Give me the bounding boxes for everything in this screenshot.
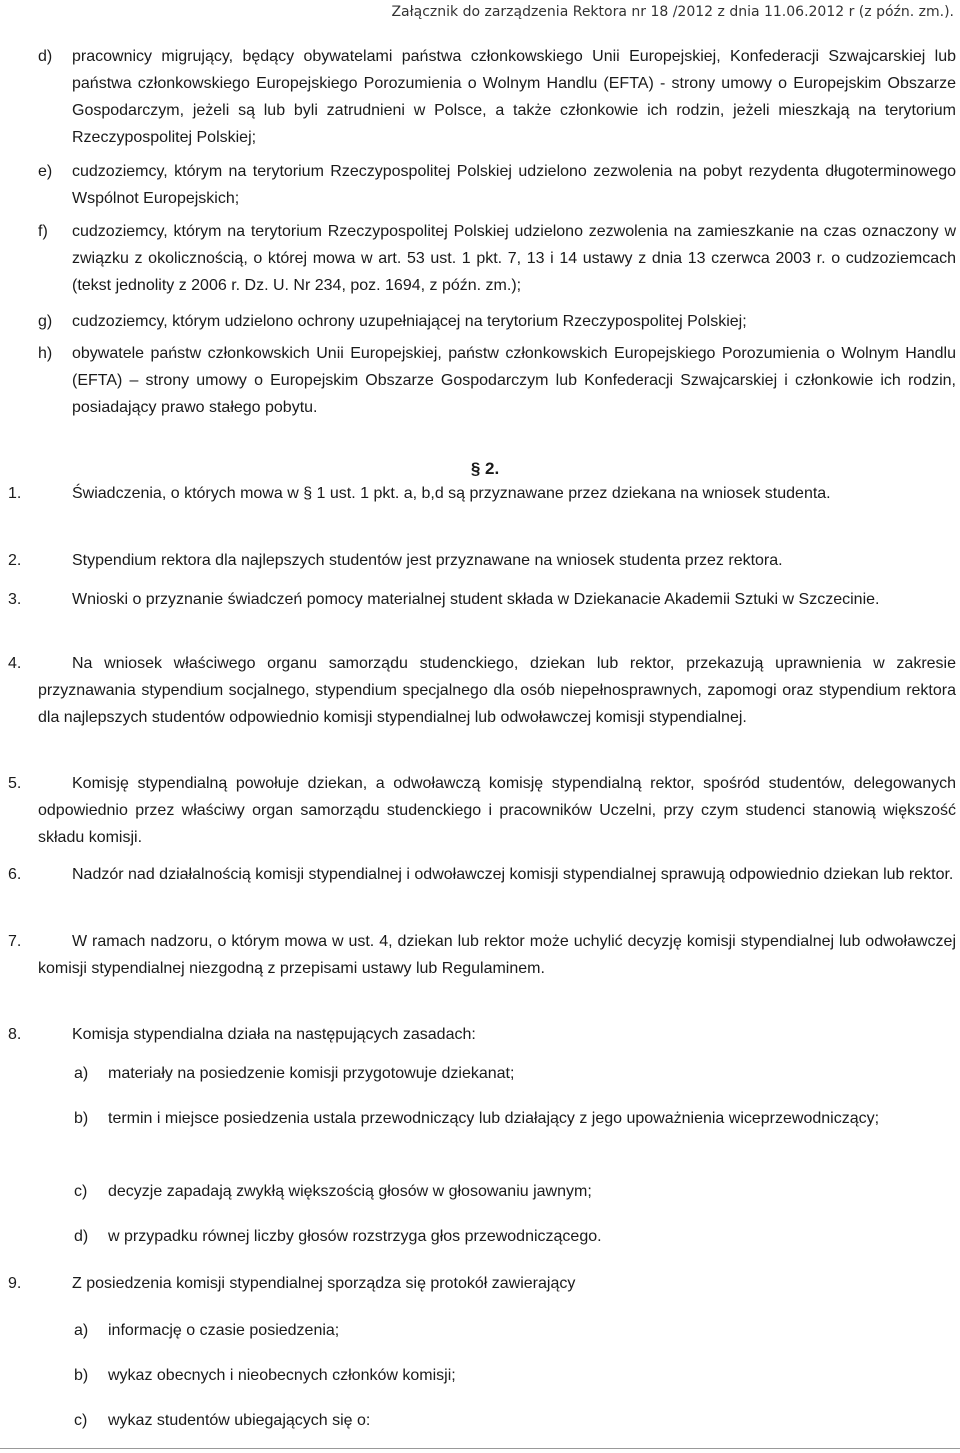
sub-label: c) [74,1183,88,1200]
list-item-g [38,308,956,335]
list-item-h [38,340,956,421]
point-number: 7. [8,933,22,950]
point-6 [8,861,956,915]
point-number: 1. [8,485,22,502]
point-number: 6. [8,866,22,883]
sub-label: a) [74,1065,89,1082]
sub-text: decyzje zapadają zwykłą większością głosów w głosowaniu jawnym; [108,1183,592,1200]
list-item-e [38,158,956,212]
sub-text: materiały na posiedzenie komisji przygotowuje dziekanat; [108,1065,515,1082]
page-header: Załącznik do zarządzenia Rektora nr 18 /2012 z dnia 11.06.2012 r (z późn. zm.). [391,4,954,20]
point-8-sub-c [74,1178,956,1205]
list-text: pracownicy migrujący, będący obywatelami państwa członkowskiego Unii Europejskiej, Konfederacji Szwajcarskiej lub państwa członkowskiego Europejskiego Porozumienia o Wolnym Handlu (EFTA) - strony umowy o Europejskim Obszarze Gospodarczym, jeżeli są lub byli zatrudnieni w Polsce, a także członkowie ich rodzin, jeżeli mieszkają na terytorium Rzeczypospolitej Polskiej; [72,48,956,146]
point-number: 4. [8,655,22,672]
point-number: 9. [8,1275,22,1292]
point-text: Komisję stypendialną powołuje dziekan, a odwoławczą komisję stypendialną rektor, spośród studentów, delegowanych odpowiednio przez właściwy organ samorządu studenckiego i pracowników Uczelni, przy czym studenci stanowią większość składu komisji. [38,775,956,846]
point-number: 5. [8,775,22,792]
list-label: d) [38,48,53,65]
point-8-sub-b [74,1105,956,1159]
point-5 [8,770,956,851]
list-text: cudzoziemcy, którym udzielono ochrony uzupełniającej na terytorium Rzeczypospolitej Polskiej; [72,313,747,330]
point-9 [8,1270,956,1297]
sub-text: termin i miejsce posiedzenia ustala przewodniczący lub działający z jego upoważnienia wiceprzewodniczący; [108,1110,880,1127]
point-8 [8,1021,956,1048]
sub-label: d) [74,1228,89,1245]
sub-label: c) [74,1412,88,1429]
sub-label: a) [74,1322,89,1339]
point-9-sub-a [74,1317,956,1344]
point-8-sub-d [74,1223,956,1250]
point-text: Wnioski o przyznanie świadczeń pomocy materialnej student składa w Dziekanacie Akademii Sztuki w Szczecinie. [72,591,880,608]
point-1 [8,480,956,534]
sub-text: w przypadku równej liczby głosów rozstrzyga głos przewodniczącego. [108,1228,602,1245]
section-title: § 2. [470,459,500,478]
point-text: Komisja stypendialna działa na następujących zasadach: [72,1026,476,1043]
sub-text: wykaz studentów ubiegających się o: [108,1412,371,1429]
point-9-sub-b [74,1362,956,1389]
sub-text: wykaz obecnych i nieobecnych członków komisji; [108,1367,456,1384]
list-item-d [38,43,956,151]
point-4 [8,650,956,758]
list-text: cudzoziemcy, którym na terytorium Rzeczypospolitej Polskiej udzielono zezwolenia na pobyt rezydenta długoterminowego Wspólnot Europejskich; [72,163,956,207]
point-2 [8,547,956,574]
point-7 [8,928,956,1009]
sub-text: informację o czasie posiedzenia; [108,1322,340,1339]
point-text: Nadzór nad działalnością komisji stypendialnej i odwoławczej komisji stypendialnej sprawują odpowiednio dziekan lub rektor. [72,866,954,883]
point-text: Na wniosek właściwego organu samorządu studenckiego, dziekan lub rektor, przekazują uprawnienia w zakresie przyznawania stypendium socjalnego, stypendium specjalnego dla osób niepełnosprawnych, zapomogi oraz stypendium rektora dla najlepszych studentów odpowiednio komisji stypendialnej lub odwoławczej komisji stypendialnej. [38,655,956,726]
point-number: 8. [8,1026,22,1043]
point-number: 2. [8,552,22,569]
page-bottom-divider [0,1448,960,1449]
list-label: h) [38,345,53,362]
sub-label: b) [74,1367,89,1384]
point-text: Z posiedzenia komisji stypendialnej sporządza się protokół zawierający [72,1275,576,1292]
list-label: g) [38,313,53,330]
list-item-f [38,218,956,299]
point-text: Świadczenia, o których mowa w § 1 ust. 1 pkt. a, b,d są przyznawane przez dziekana na wniosek studenta. [72,485,831,502]
list-text: cudzoziemcy, którym na terytorium Rzeczypospolitej Polskiej udzielono zezwolenia na zamieszkanie na czas oznaczony w związku z okolicznością, o której mowa w art. 53 ust. 1 pkt. 7, 13 i 14 ustawy z dnia 13 czerwca 2003 r. o cudzoziemcach (tekst jednolity z 2006 r. Dz. U. Nr 234, poz. 1694, z późn. zm.); [72,223,956,294]
point-text: Stypendium rektora dla najlepszych studentów jest przyznawane na wniosek studenta przez rektora. [72,552,783,569]
point-8-sub-a [74,1060,956,1087]
point-number: 3. [8,591,22,608]
list-label: e) [38,163,53,180]
list-text: obywatele państw członkowskich Unii Europejskiej, państw członkowskich Europejskiego Porozumienia o Wolnym Handlu (EFTA) – strony umowy o Europejskim Obszarze Gospodarczym lub Konfederacji Szwajcarskiej i członkowie ich rodzin, posiadający prawo stałego pobytu. [72,345,956,416]
point-3 [8,586,956,640]
point-9-sub-c [74,1407,956,1434]
sub-label: b) [74,1110,89,1127]
list-label: f) [38,223,48,240]
point-text: W ramach nadzoru, o którym mowa w ust. 4, dziekan lub rektor może uchylić decyzję komisji stypendialnej lub odwoławczej komisji stypendialnej niezgodną z przepisami ustawy lub Regulaminem. [38,933,956,977]
